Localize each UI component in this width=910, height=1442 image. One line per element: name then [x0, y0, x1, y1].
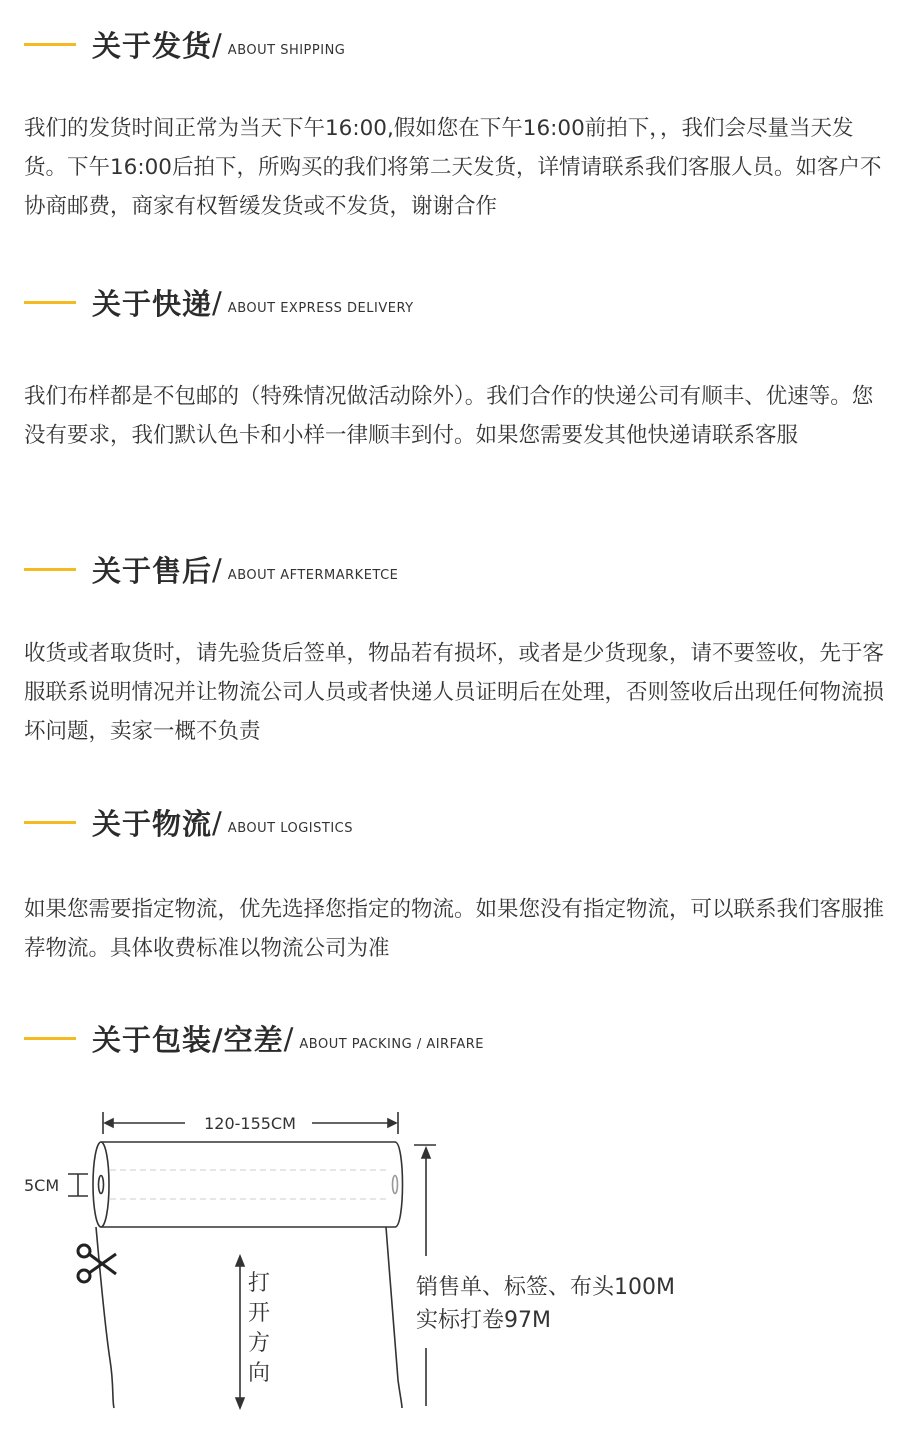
roll-end-right: [395, 1142, 403, 1227]
section-heading-packing: [24, 1018, 484, 1059]
heading-title-en: ABOUT AFTERMARKETCE: [227, 568, 399, 583]
section-heading-aftersale: [24, 549, 398, 590]
length-label-line-2: 实标打卷97M: [416, 1308, 551, 1333]
section-body-logistics: 如果您需要指定物流，优先选择您指定的物流。如果您没有指定物流，可以联系我们客服推荐物流。具体收费标准以物流公司为准: [24, 897, 885, 961]
fabric-roll-body: [101, 1142, 395, 1227]
heading-title-cn: 关于售后: [92, 554, 213, 588]
fabric-roll-diagram: [0, 1090, 760, 1430]
roll-end-left: [93, 1142, 109, 1227]
roll-core-right: [393, 1176, 398, 1194]
heading-title-cn: 关于包装/空差: [92, 1023, 284, 1057]
open-direction-arrow-up: [236, 1256, 244, 1266]
heading-title-en: ABOUT LOGISTICS: [227, 821, 353, 836]
length-arrow-up: [422, 1148, 430, 1158]
heading-accent-line: [24, 43, 76, 46]
core-size-label: 5CM: [24, 1176, 60, 1195]
section-body-aftersale: 收货或者取货时，请先验货后签单，物品若有损坏，或者是少货现象，请不要签收，先于客服联系说明情况并让物流公司人员或者快递人员证明后在处理，否则签收后出现任何物流损坏问题，卖家一概不负责: [24, 641, 885, 744]
heading-accent-line: [24, 301, 76, 304]
heading-title-cn: 关于物流: [92, 807, 213, 841]
heading-accent-line: [24, 1037, 76, 1040]
heading-slash: /: [283, 1021, 294, 1056]
open-direction-arrow-down: [236, 1398, 244, 1408]
section-heading-shipping: [24, 24, 345, 65]
heading-title-en: ABOUT PACKING / AIRFARE: [299, 1037, 485, 1052]
section-heading-express: [24, 282, 414, 323]
open-direction-char-3: 方: [248, 1331, 271, 1356]
heading-slash: /: [212, 805, 222, 840]
section-body-express: 我们布样都是不包邮的（特殊情况做活动除外）。我们合作的快递公司有顺丰、优速等。您没有要求，我们默认色卡和小样一律顺丰到付。如果您需要发其他快递请联系客服: [24, 384, 874, 448]
heading-slash: /: [212, 285, 222, 320]
length-label-line-1: 销售单、标签、布头100M: [416, 1275, 675, 1300]
heading-title-en: ABOUT EXPRESS DELIVERY: [227, 301, 414, 316]
open-direction-char-2: 开: [248, 1301, 271, 1326]
section-heading-logistics: [24, 802, 353, 843]
scissors-icon: [78, 1245, 116, 1282]
heading-slash: /: [212, 552, 222, 587]
section-body-shipping: 我们的发货时间正常为当天下午16:00,假如您在下午16:00前拍下，，我们会尽量当天发货。下午16:00后拍下，所购买的我们将第二天发货，详情请联系我们客服人员。如客户不协商邮费，商家有权暂缓发货或不发货，谢谢合作: [24, 116, 882, 219]
width-arrow-right: [388, 1119, 396, 1127]
heading-title-cn: 关于发货: [92, 29, 213, 63]
open-direction-char-1: 打: [248, 1271, 271, 1296]
width-label: 120-155CM: [204, 1114, 296, 1133]
open-direction-char-4: 向: [248, 1361, 271, 1386]
heading-title-en: ABOUT SHIPPING: [227, 43, 346, 58]
heading-accent-line: [24, 568, 76, 571]
heading-accent-line: [24, 821, 76, 824]
heading-title-cn: 关于快递: [92, 287, 213, 321]
heading-slash: /: [212, 27, 222, 62]
fabric-hang-left: [96, 1227, 114, 1408]
fabric-hang-right: [386, 1227, 402, 1408]
width-arrow-left: [105, 1119, 113, 1127]
